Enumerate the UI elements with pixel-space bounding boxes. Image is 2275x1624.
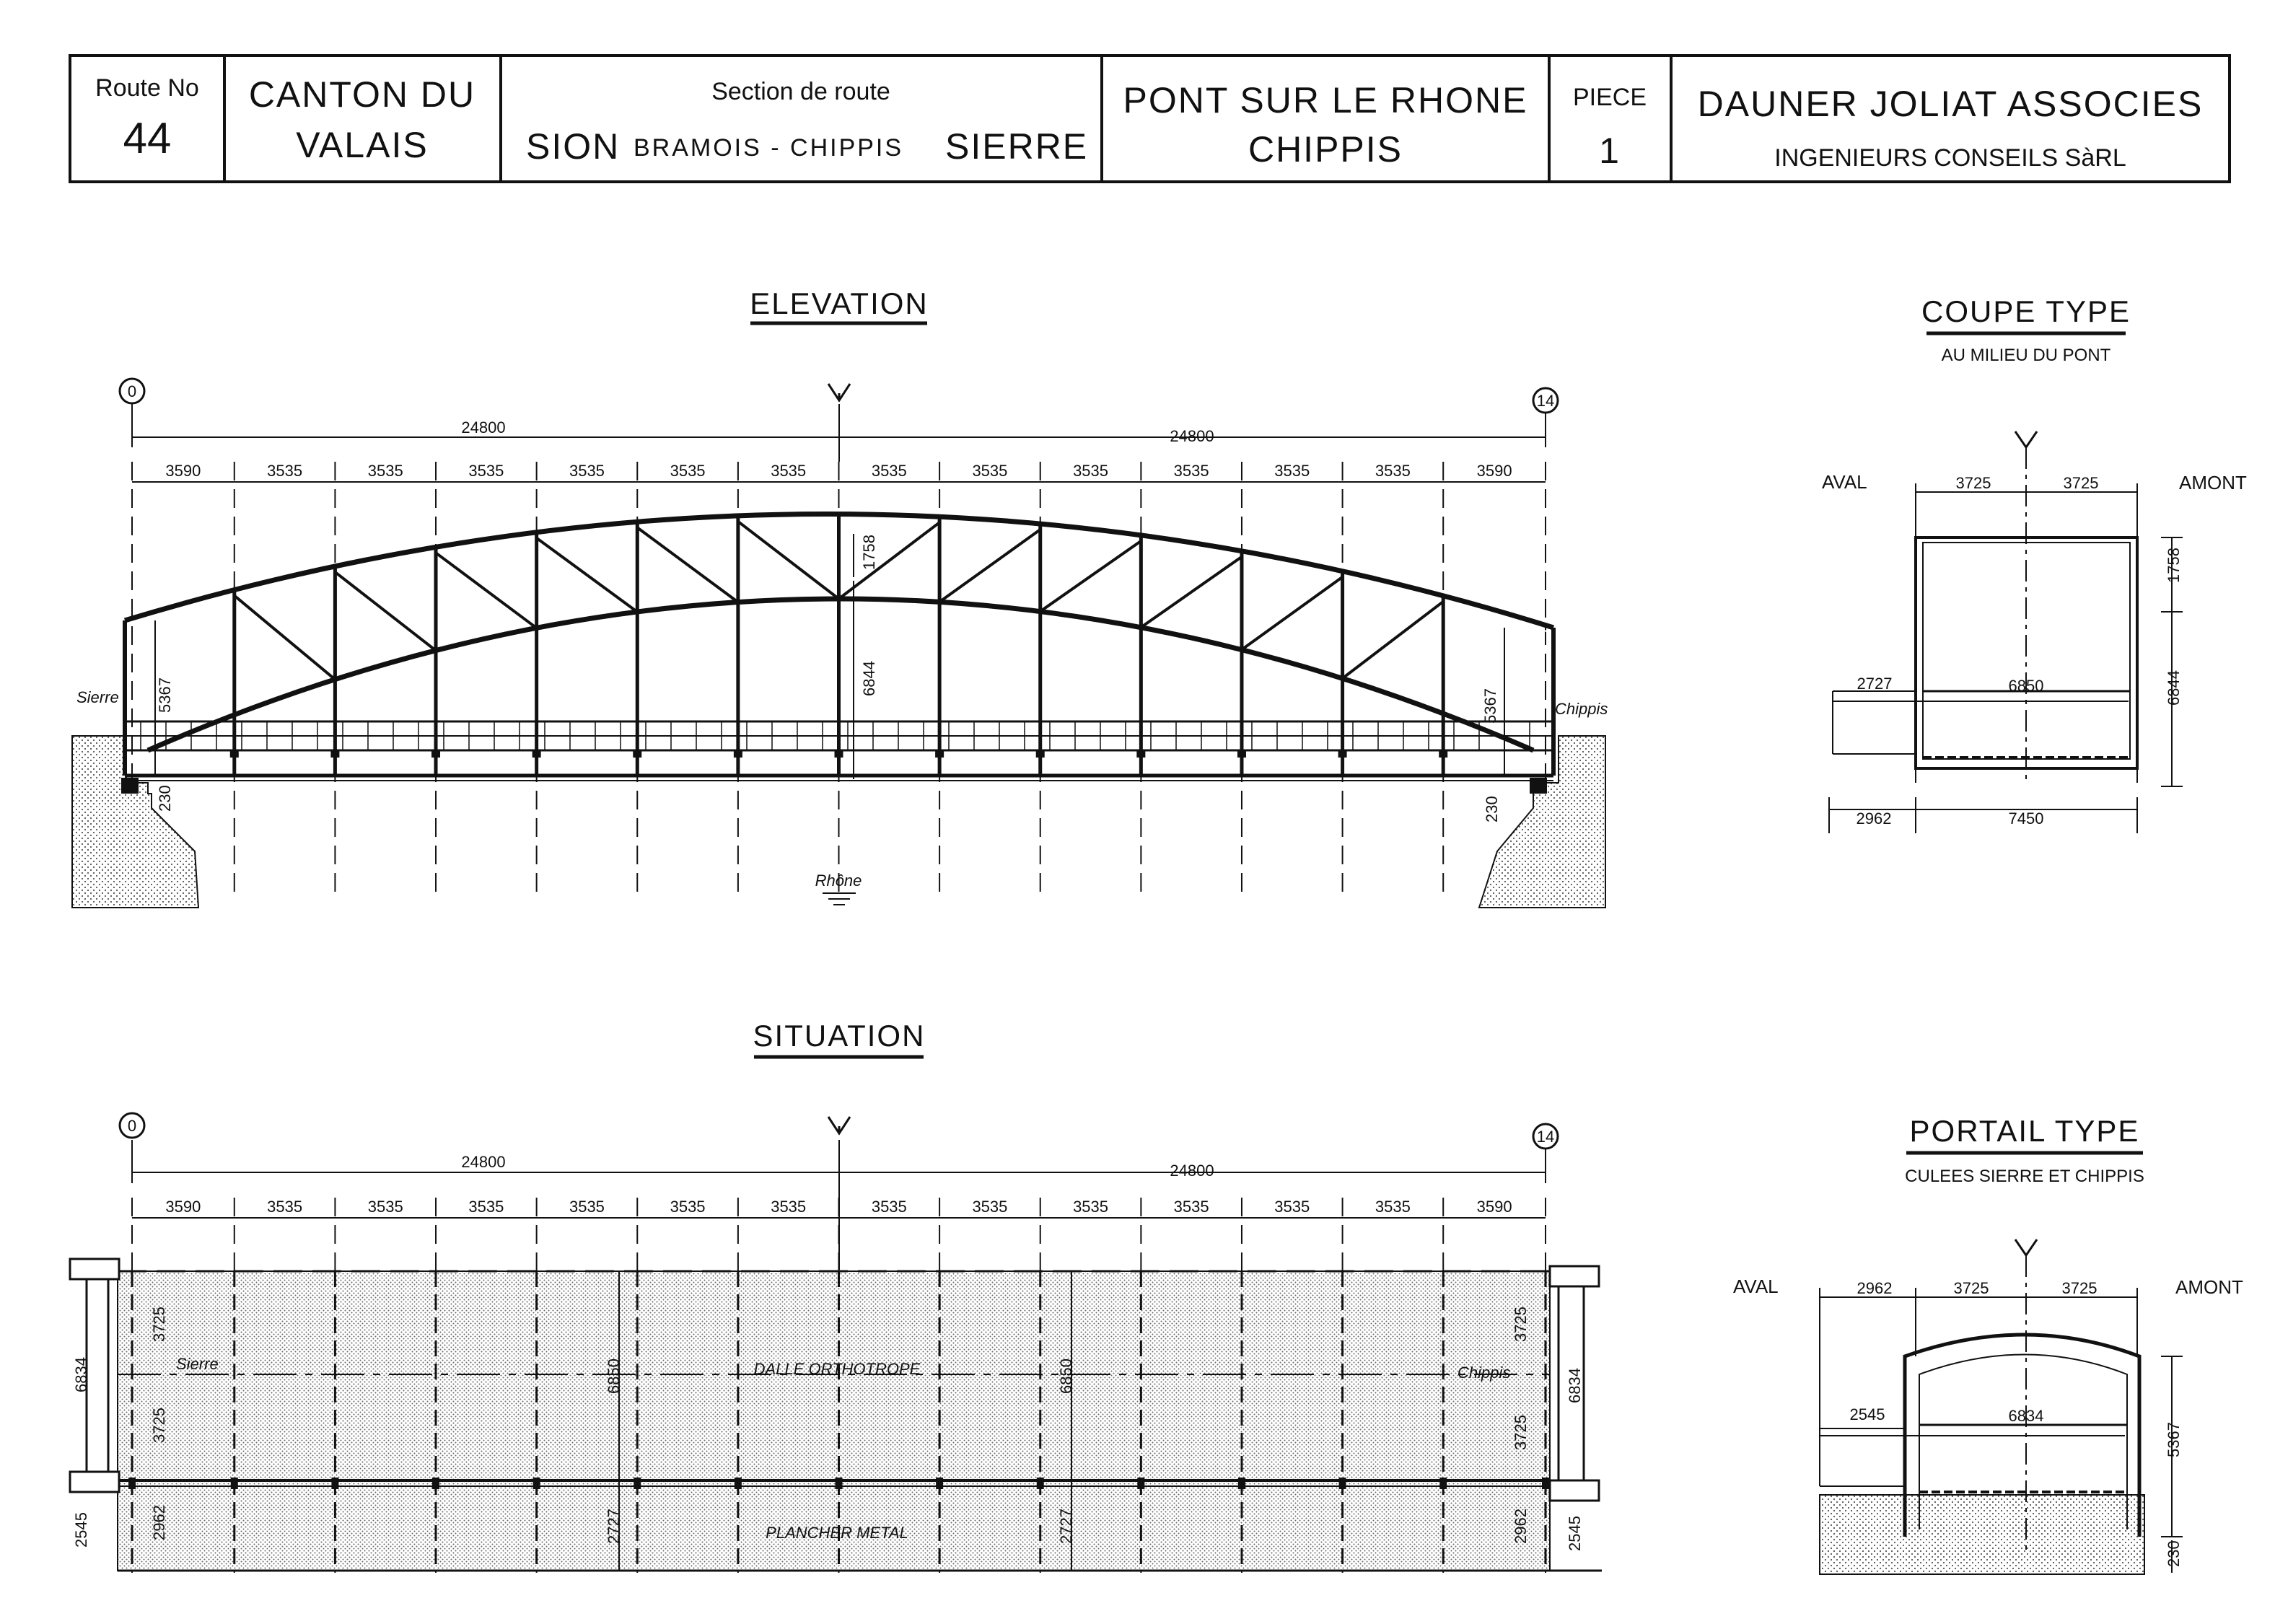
dim-half-left: 3725 — [1955, 474, 1991, 492]
beam-node — [533, 1478, 540, 1489]
centerline-symbol — [2015, 1239, 2037, 1255]
cross-beam-stub — [1439, 750, 1447, 758]
truss-diagonal — [939, 530, 1040, 602]
truss-diagonal — [1040, 541, 1141, 612]
dim-walk-1: 2962 — [150, 1505, 168, 1540]
dim-width-left: 6834 — [72, 1357, 90, 1392]
canton-line-1: CANTON DU — [248, 74, 476, 115]
dim-half-width-4: 3725 — [1512, 1415, 1530, 1450]
bay-dim-label: 3535 — [468, 1198, 504, 1216]
beam-node — [231, 1478, 238, 1489]
cross-beam-stub — [1237, 750, 1246, 758]
dim-width-right: 6834 — [1566, 1368, 1584, 1403]
dim-walk-width: 2727 — [1857, 675, 1893, 693]
dim-bottom-left: 2962 — [1856, 809, 1892, 828]
bay-dim-label: 3590 — [165, 1198, 201, 1216]
dim-top-height: 1758 — [2165, 548, 2183, 583]
dim-half-width-2: 3725 — [150, 1408, 168, 1443]
bay-dim-label: 3535 — [871, 1198, 907, 1216]
dim-half-width-3: 3725 — [1512, 1307, 1530, 1342]
bay-dim-label: 3535 — [267, 462, 303, 480]
dim-height-top: 1758 — [860, 535, 878, 570]
truss-diagonal — [738, 522, 839, 599]
beam-node — [1542, 1478, 1549, 1489]
bay-dim-label: 3535 — [1173, 462, 1209, 480]
cross-beam-stub — [734, 750, 742, 758]
section-label: Section de route — [711, 78, 890, 105]
dim-height: 5367 — [2165, 1422, 2183, 1457]
bank-label-sierre: Sierre — [176, 1355, 219, 1373]
truss-diagonal — [1141, 557, 1242, 628]
centerline-symbol — [828, 1117, 850, 1133]
dim-height-right: 5367 — [1481, 688, 1499, 724]
beam-node — [1137, 1478, 1144, 1489]
dim-support-right: 230 — [1483, 796, 1501, 822]
cross-beam-stub — [230, 750, 239, 758]
axis-label-start: 0 — [127, 382, 137, 400]
cross-beam-stub — [330, 750, 339, 758]
bay-dim-label: 3590 — [1476, 1198, 1512, 1216]
bank-label-chippis: Chippis — [1458, 1364, 1511, 1382]
dim-half-span-left: 24800 — [461, 1153, 506, 1171]
coupe-subtitle: AU MILIEU DU PONT — [1941, 346, 2111, 365]
truss-diagonal — [537, 538, 638, 612]
piece-number: 1 — [1599, 131, 1621, 171]
canton-line-2: VALAIS — [296, 125, 429, 165]
dim-left-width: 2962 — [1857, 1279, 1893, 1297]
centerline-symbol — [828, 384, 850, 400]
cross-beam-stub — [835, 750, 843, 758]
beam-node — [735, 1478, 742, 1489]
section-sierre: SIERRE — [945, 126, 1089, 167]
railing-posts — [141, 721, 1530, 758]
axis-label-start: 0 — [127, 1117, 137, 1135]
bank-label-chippis: Chippis — [1555, 700, 1608, 718]
beam-node — [836, 1478, 843, 1489]
truss-diagonal — [436, 553, 537, 628]
elevation-view — [72, 286, 1608, 908]
bay-dim-label: 3535 — [569, 462, 605, 480]
dim-walk-3: 2727 — [1057, 1509, 1075, 1544]
axis-label-end: 14 — [1536, 1128, 1555, 1146]
bay-dim-label: 3535 — [367, 1198, 403, 1216]
dim-half-right: 3725 — [2063, 474, 2099, 492]
cross-beam-stub — [935, 750, 944, 758]
beam-node — [1238, 1478, 1245, 1489]
bearing-right — [1530, 778, 1547, 794]
cross-beam-stub — [532, 750, 541, 758]
cross-beam-stub — [1136, 750, 1145, 758]
bay-dim-label: 3535 — [871, 462, 907, 480]
beam-node — [1339, 1478, 1346, 1489]
bay-dim-label: 3535 — [1375, 462, 1411, 480]
bay-dim-label: 3535 — [569, 1198, 605, 1216]
truss-diagonal — [234, 596, 336, 680]
firm-subtitle: INGENIEURS CONSEILS SàRL — [1774, 144, 2126, 172]
dim-walk-left: 2545 — [72, 1512, 90, 1548]
abutment-left — [72, 736, 198, 908]
cross-beam-stub — [1036, 750, 1045, 758]
truss-diagonal — [335, 572, 436, 651]
portal-view — [1733, 1114, 2243, 1574]
beam-node — [1037, 1478, 1044, 1489]
portail-subtitle: CULEES SIERRE ET CHIPPIS — [1905, 1167, 2144, 1186]
label-amont: AMONT — [2179, 472, 2247, 493]
dim-total-height: 6844 — [2165, 670, 2183, 706]
label-amont: AMONT — [2175, 1276, 2243, 1298]
beam-node — [634, 1478, 641, 1489]
dim-half-width-1: 3725 — [150, 1307, 168, 1342]
route-number: 44 — [123, 114, 172, 162]
firm-name: DAUNER JOLIAT ASSOCIES — [1697, 84, 2204, 124]
cross-beam-stub — [633, 750, 641, 758]
river-label: Rhône — [815, 872, 862, 890]
bay-dim-label: 3590 — [165, 462, 201, 480]
bay-dim-label: 3535 — [267, 1198, 303, 1216]
bay-dim-label: 3535 — [771, 1198, 807, 1216]
bay-dim-label: 3535 — [972, 1198, 1008, 1216]
dim-support: 230 — [2165, 1540, 2183, 1567]
piece-label: PIECE — [1572, 84, 1647, 111]
truss-diagonal — [1343, 602, 1444, 678]
dim-support-left: 230 — [156, 785, 174, 812]
coupe-title: COUPE TYPE — [1921, 294, 2131, 328]
bay-dim-label: 3535 — [468, 462, 504, 480]
bay-dim-label: 3535 — [1375, 1198, 1411, 1216]
project-line-1: PONT SUR LE RHONE — [1123, 80, 1528, 120]
dim-deck-width-2: 6850 — [1057, 1359, 1075, 1394]
section-sion: SION — [526, 126, 621, 167]
situation-view — [70, 1019, 1602, 1573]
bay-dim-label: 3535 — [1073, 1198, 1109, 1216]
beam-node — [1439, 1478, 1447, 1489]
label-aval: AVAL — [1733, 1276, 1779, 1297]
bank-label-sierre: Sierre — [76, 688, 119, 706]
dim-inner-width: 6850 — [2008, 677, 2044, 695]
bay-dim-label: 3535 — [1073, 462, 1109, 480]
walkway-label: PLANCHER METAL — [766, 1524, 908, 1542]
cross-beam-stub — [1338, 750, 1347, 758]
bay-dim-label: 3535 — [1274, 462, 1310, 480]
bay-dim-label: 3590 — [1476, 462, 1512, 480]
dim-half-left: 3725 — [1953, 1279, 1989, 1297]
project-line-2: CHIPPIS — [1248, 129, 1403, 170]
dim-half-span-right: 24800 — [1170, 1162, 1214, 1180]
water-level-icon — [823, 893, 856, 905]
truss-diagonal — [1242, 577, 1343, 650]
dim-height-left: 5367 — [156, 677, 174, 713]
situation-title: SITUATION — [753, 1019, 926, 1053]
dim-walk-4: 2962 — [1512, 1509, 1530, 1544]
dim-half-span-right: 24800 — [1170, 427, 1214, 445]
dim-walk-2: 2727 — [605, 1509, 623, 1544]
deck-label: DALLE ORTHOTROPE — [753, 1360, 921, 1378]
dim-height-mid: 6844 — [860, 661, 878, 696]
axis-label-end: 14 — [1536, 392, 1555, 410]
elevation-title: ELEVATION — [750, 286, 929, 320]
dim-bottom-right: 7450 — [2008, 809, 2044, 828]
bay-dim-label: 3535 — [972, 462, 1008, 480]
dim-walk-right: 2545 — [1566, 1516, 1584, 1551]
bay-dim-label: 3535 — [771, 462, 807, 480]
dim-inner-width: 6834 — [2008, 1407, 2044, 1425]
portal-abutment — [1820, 1495, 2144, 1574]
beam-node — [331, 1478, 338, 1489]
route-label: Route No — [95, 74, 199, 102]
beam-node — [128, 1478, 136, 1489]
bay-dim-label: 3535 — [670, 1198, 706, 1216]
centerline-symbol — [2015, 431, 2037, 447]
cross-section-view — [1822, 294, 2247, 833]
bay-dim-label: 3535 — [1274, 1198, 1310, 1216]
dim-walk-width: 2545 — [1849, 1405, 1885, 1423]
bay-dim-label: 3535 — [1173, 1198, 1209, 1216]
portail-title: PORTAIL TYPE — [1909, 1114, 2140, 1148]
beam-node — [936, 1478, 943, 1489]
bay-dim-label: 3535 — [670, 462, 706, 480]
bearing-left — [121, 778, 139, 794]
truss-diagonal — [637, 527, 738, 602]
bay-dim-label: 3535 — [367, 462, 403, 480]
beam-node — [432, 1478, 439, 1489]
dim-deck-width-1: 6850 — [605, 1359, 623, 1394]
section-middle: BRAMOIS - CHIPPIS — [634, 134, 904, 162]
dim-half-span-left: 24800 — [461, 418, 506, 436]
cross-beam-stub — [431, 750, 440, 758]
label-aval: AVAL — [1822, 471, 1867, 493]
dim-half-right: 3725 — [2061, 1279, 2098, 1297]
